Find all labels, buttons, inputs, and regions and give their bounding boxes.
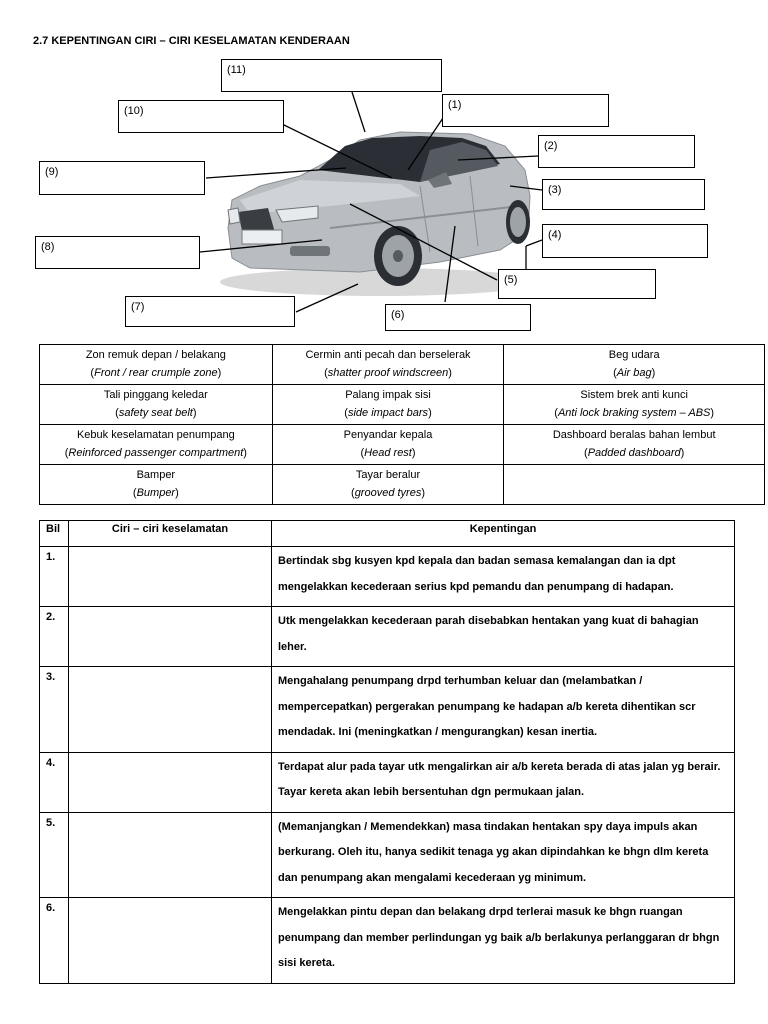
- kepentingan-text: (Memanjangkan / Memendekkan) masa tindakan hentakan spy daya impuls akan berkurang. Oleh itu, hanya sedikit tenaga yg akan dipindahkan ke bhgn dlm kereta dan penumpang akan mengalami kecederaan yg minimum.: [272, 812, 735, 898]
- row-number: 2.: [40, 607, 69, 667]
- header-ciri: Ciri – ciri keselamatan: [69, 521, 272, 547]
- header-kepentingan: Kepentingan: [272, 521, 735, 547]
- label-box-9[interactable]: (9): [39, 161, 205, 195]
- kepentingan-text: Utk mengelakkan kecederaan parah disebabkan hentakan yang kuat di bahagian leher.: [272, 607, 735, 667]
- answer-cell[interactable]: [69, 547, 272, 607]
- option-english: (Head rest): [360, 447, 416, 459]
- label-box-1[interactable]: (1): [442, 94, 609, 127]
- table-row: [40, 752, 735, 812]
- label-box-5[interactable]: (5): [498, 269, 656, 299]
- option-malay: Sistem brek anti kunci: [580, 389, 688, 401]
- option-cell: [272, 345, 504, 385]
- option-english: (Bumper): [132, 487, 179, 499]
- label-box-6[interactable]: (6): [385, 304, 531, 331]
- option-english: (shatter proof windscreen): [324, 367, 452, 379]
- option-malay: Kebuk keselamatan penumpang: [76, 429, 235, 441]
- table-row: [40, 607, 735, 667]
- option-cell: [504, 385, 765, 425]
- option-malay: Bamper: [136, 469, 176, 481]
- label-box-10[interactable]: (10): [118, 100, 284, 133]
- row-number: 6.: [40, 898, 69, 984]
- option-malay: Tali pinggang keledar: [103, 389, 208, 401]
- option-malay: Beg udara: [608, 349, 660, 361]
- answer-cell[interactable]: [69, 607, 272, 667]
- option-english: (safety seat belt): [115, 407, 197, 419]
- answer-cell[interactable]: [69, 812, 272, 898]
- kepentingan-text: Mengelakkan pintu depan dan belakang drpd terlerai masuk ke bhgn ruangan penumpang dan member perlindungan yg baik a/b berlakunya perlanggaran dr bhgn sisi kereta.: [272, 898, 735, 984]
- safety-features-table: [39, 520, 735, 984]
- row-number: 4.: [40, 752, 69, 812]
- label-box-7[interactable]: (7): [125, 296, 295, 327]
- option-english: (Padded dashboard): [584, 447, 685, 459]
- option-english: (Air bag): [613, 367, 656, 379]
- options-row: [40, 345, 765, 385]
- option-cell: [40, 465, 273, 505]
- options-table: [39, 344, 765, 505]
- label-box-8[interactable]: (8): [35, 236, 200, 269]
- kepentingan-text: Mengahalang penumpang drpd terhumban keluar dan (melambatkan / mempercepatkan) pergerakan penumpang ke hadapan a/b kereta dihentikan scr mendadak. Ini (meningkatkan / mengurangkan) kesan inertia.: [272, 667, 735, 753]
- row-number: 3.: [40, 667, 69, 753]
- label-box-11[interactable]: (11): [221, 59, 442, 92]
- label-box-2[interactable]: (2): [538, 135, 695, 168]
- table-row: [40, 667, 735, 753]
- option-malay: Dashboard beralas bahan lembut: [552, 429, 716, 441]
- header-bil: Bil: [40, 521, 69, 547]
- option-cell: [504, 345, 765, 385]
- option-english: (Front / rear crumple zone): [90, 367, 222, 379]
- option-cell: [272, 465, 504, 505]
- table-header-row: [40, 521, 735, 547]
- answer-cell[interactable]: [69, 752, 272, 812]
- option-cell: [40, 425, 273, 465]
- car-illustration: [220, 132, 540, 296]
- table-row: [40, 898, 735, 984]
- label-box-3[interactable]: (3): [542, 179, 705, 210]
- table-row: [40, 547, 735, 607]
- option-malay: Palang impak sisi: [345, 389, 431, 401]
- option-cell: [40, 345, 273, 385]
- section-heading: 2.7 KEPENTINGAN CIRI – CIRI KESELAMATAN KENDERAAN: [33, 35, 350, 47]
- kepentingan-text: Terdapat alur pada tayar utk mengalirkan air a/b kereta berada di atas jalan yg berair. Tayar kereta akan lebih bersentuhan dgn permukaan jalan.: [272, 752, 735, 812]
- options-row: [40, 425, 765, 465]
- label-box-4[interactable]: (4): [542, 224, 708, 258]
- row-number: 1.: [40, 547, 69, 607]
- row-number: 5.: [40, 812, 69, 898]
- options-row: [40, 385, 765, 425]
- option-english: (grooved tyres): [351, 487, 426, 499]
- option-english: (Reinforced passenger compartment): [64, 447, 247, 459]
- option-cell: [504, 465, 765, 505]
- answer-cell[interactable]: [69, 898, 272, 984]
- option-malay: Cermin anti pecah dan berselerak: [305, 349, 471, 361]
- option-malay: Penyandar kepala: [343, 429, 433, 441]
- option-cell: [272, 385, 504, 425]
- kepentingan-text: Bertindak sbg kusyen kpd kepala dan badan semasa kemalangan dan ia dpt mengelakkan kecederaan serius kpd pemandu dan penumpang di hadapan.: [272, 547, 735, 607]
- option-cell: [504, 425, 765, 465]
- option-malay: Zon remuk depan / belakang: [85, 349, 226, 361]
- option-english: (Anti lock braking system – ABS): [554, 407, 715, 419]
- option-cell: [272, 425, 504, 465]
- answer-cell[interactable]: [69, 667, 272, 753]
- option-malay: Tayar beralur: [355, 469, 421, 481]
- table-row: [40, 812, 735, 898]
- option-cell: [40, 385, 273, 425]
- options-row: [40, 465, 765, 505]
- option-english: (side impact bars): [344, 407, 432, 419]
